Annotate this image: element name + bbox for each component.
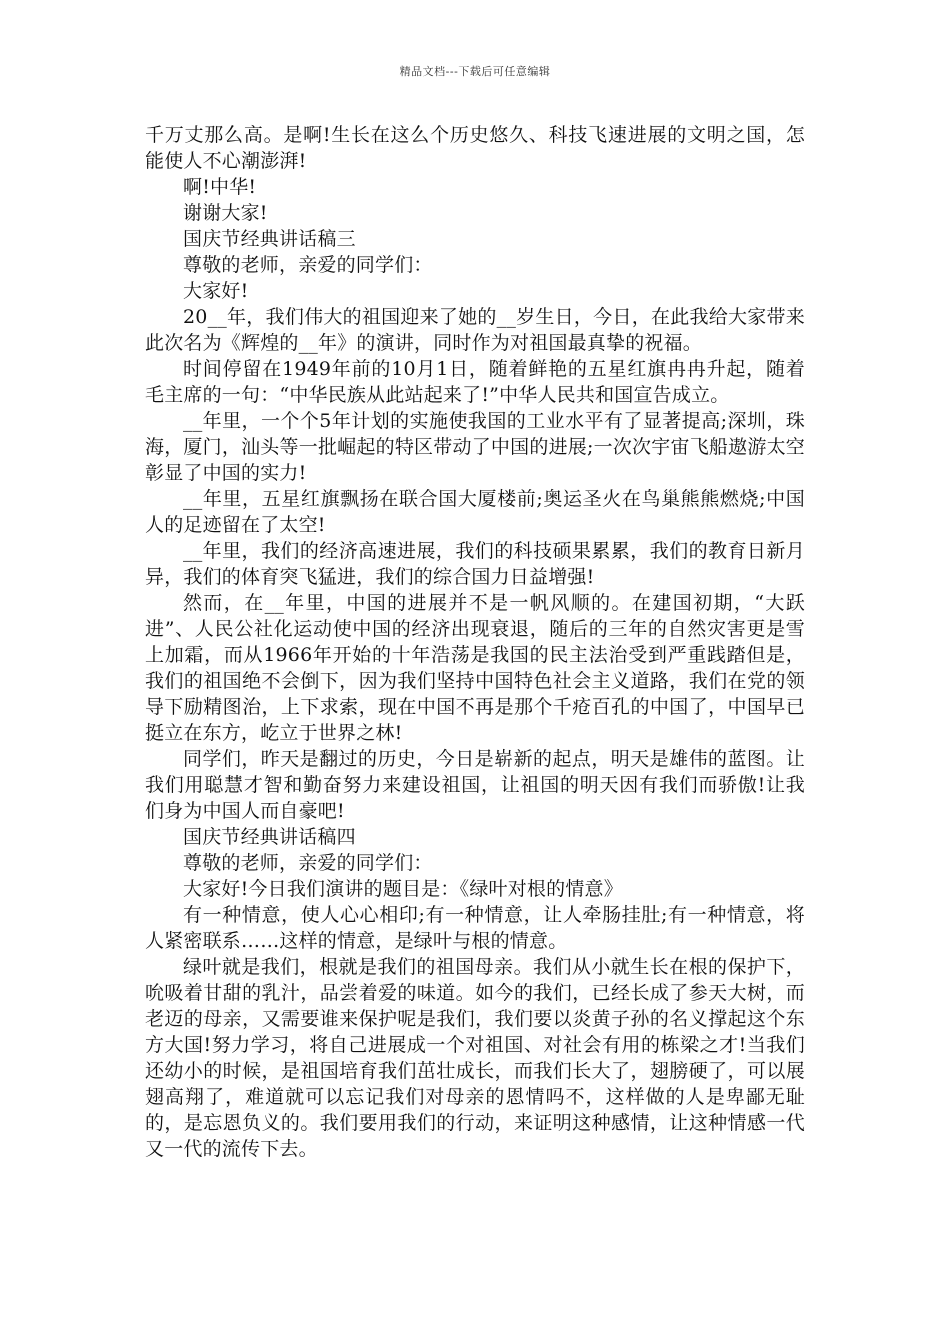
paragraph: 20__年，我们伟大的祖国迎来了她的__岁生日，今日，在此我给大家带来此次名为《辉煌的__年》的演讲，同时作为对祖国最真挚的祝福。 [145,306,805,354]
paragraph: 同学们，昨天是翻过的历史，今日是崭新的起点，明天是雄伟的蓝图。让我们用聪慧才智和勤奋努力来建设祖国，让祖国的明天因有我们而骄傲!让我们身为中国人而自豪吧! [145,748,805,822]
paragraph: 然而，在__年里，中国的进展并不是一帆风顺的。在建国初期，“大跃进”、人民公社化运动使中国的经济出现衰退，随后的三年的自然灾害更是雪上加霜，而从1966年开始的十年浩荡是我国的民主法治受到严重践踏但是，我们的祖国绝不会倒下，因为我们坚持中国特色社会主义道路，我们在党的领导下励精图治，上下求索，现在中国不再是那个千疮百孔的中国了，中国早已挺立在东方，屹立于世界之林! [145,592,805,744]
salutation: 尊敬的老师，亲爱的同学们： [183,254,433,276]
paragraph: 绿叶就是我们，根就是我们的祖国母亲。我们从小就生长在根的保护下，吮吸着甘甜的乳汁，品尝着爱的味道。如今的我们，已经长成了参天大树，而老迈的母亲，又需要谁来保护呢是我们，我们要以炎黄子孙的名义撑起这个东方大国!努力学习，将自己进展成一个对祖国、对社会有用的栋梁之才!当我们还幼小的时候，是祖国培育我们茁壮成长，而我们长大了，翅膀硬了，可以展翅高翔了，难道就可以忘记我们对母亲的恩情吗不，这样做的人是卑鄙无耻的，是忘恩负义的。我们要用我们的行动，来证明这种感情，让这种情感一代又一代的流传下去。 [145,956,805,1160]
paragraph: 有一种情意，使人心心相印;有一种情意，让人牵肠挂肚;有一种情意，将人紧密联系……这样的情意，是绿叶与根的情意。 [145,904,805,952]
section-title: 国庆节经典讲话稿四 [183,826,356,848]
greeting: 大家好!今日我们演讲的题目是：《绿叶对根的情意》 [183,878,623,900]
paragraph: __年里，五星红旗飘扬在联合国大厦楼前;奥运圣火在鸟巢熊熊燃烧;中国人的足迹留在了太空! [145,488,805,536]
section-title: 国庆节经典讲话稿三 [183,228,356,250]
paragraph: __年里，我们的经济高速进展，我们的科技硕果累累，我们的教育日新月异，我们的体育突飞猛进，我们的综合国力日益增强! [145,540,805,588]
salutation: 尊敬的老师，亲爱的同学们： [183,852,433,874]
greeting: 大家好! [183,280,249,302]
page-header: 精品文档---下载后可任意编辑 [399,65,551,78]
paragraph: 啊!中华! [183,176,257,198]
document-body [145,122,805,1162]
paragraph: 千万丈那么高。是啊!生长在这么个历史悠久、科技飞速进展的文明之国，怎能使人不心潮澎湃! [145,124,805,172]
paragraph: 时间停留在1949年前的10月1日，随着鲜艳的五星红旗冉冉升起，随着毛主席的一句：“中华民族从此站起来了!”中华人民共和国宣告成立。 [145,358,805,406]
paragraph: __年里，一个个5年计划的实施使我国的工业水平有了显著提高;深圳，珠海，厦门，汕头等一批崛起的特区带动了中国的进展;一次次宇宙飞船遨游太空彰显了中国的实力! [145,410,805,484]
paragraph: 谢谢大家! [183,202,268,224]
